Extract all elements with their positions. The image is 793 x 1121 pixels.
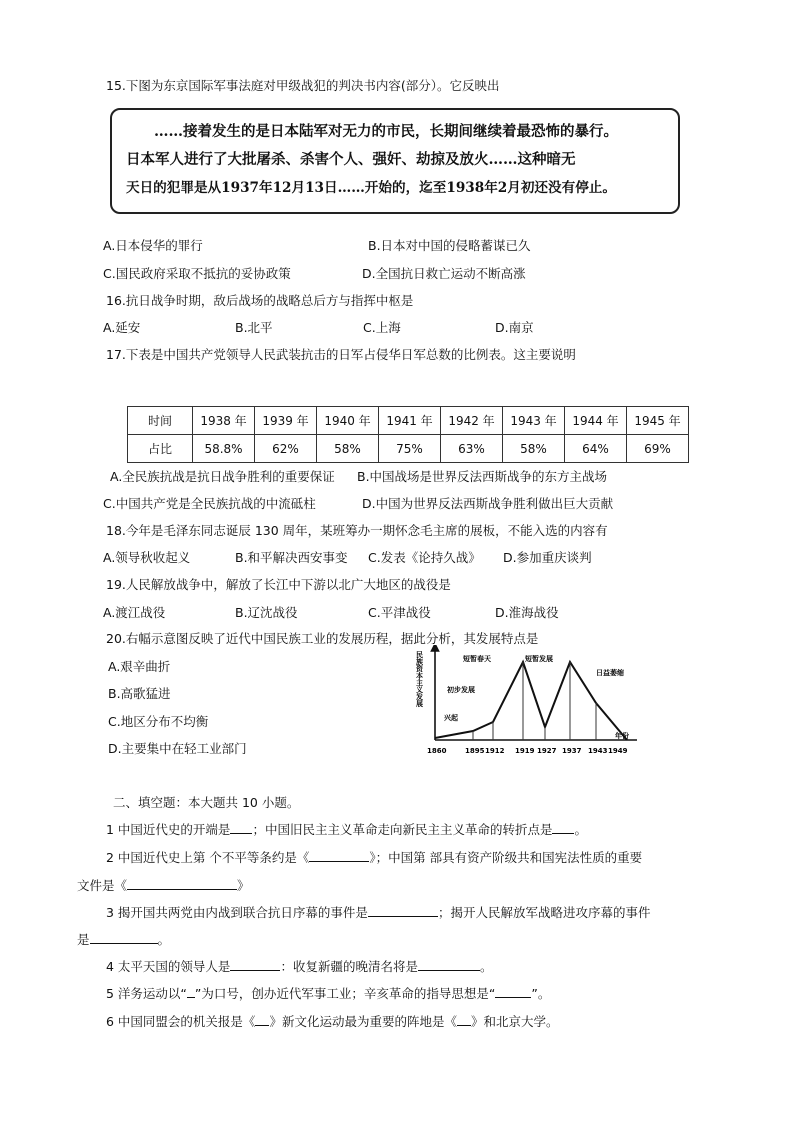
fill-q4 [106,957,492,975]
annotation-short-growth: 短暂发展 [525,654,553,663]
q16-option-d: D.南京 [495,320,534,335]
q17-option-d: D.中国为世界反法西斯战争胜利做出巨大贡献 [362,496,614,511]
table-cell: 58.8% [193,435,255,463]
answer-blank[interactable] [90,931,158,944]
answer-blank[interactable] [309,849,369,862]
x-tick-label: 1912 [485,747,505,755]
fill-q3-line1 [106,903,650,921]
fill-q2-part: 文件是《 [77,878,128,893]
fill-q6-part: 》新文化运动最为重要的阵地是《 [269,1014,457,1029]
x-axis-label: 年份 [615,731,629,740]
fill-q2-line1 [106,848,642,866]
fill-q5-part: ”。 [531,986,551,1001]
q15-option-d: D.全国抗日救亡运动不断高涨 [362,266,526,281]
x-tick-label: 1895 [465,747,485,755]
q20-option-b: B.高歌猛进 [108,686,171,701]
q19-option-d: D.淮海战役 [495,605,559,620]
q19-stem: 19.人民解放战争中，解放了长江中下游以北广大地区的战役是 [106,577,451,592]
q15-option-b: B.日本对中国的侵略蓄谋已久 [368,238,531,253]
x-tick-label: 1943 [588,747,608,755]
x-tick-label: 1919 [515,747,535,755]
table-cell: 69% [627,435,689,463]
q18-option-b: B.和平解决西安事变 [235,550,348,565]
fill-q3-part: 3 揭开国共两党由内战到联合抗日序幕的事件是 [106,905,368,920]
q17-stem: 17.下表是中国共产党领导人民武装抗击的日军占侵华日军总数的比例表。这主要说明 [106,347,576,362]
table-cell: 1938 年 [193,407,255,435]
answer-blank[interactable] [187,985,195,998]
answer-blank[interactable] [418,958,480,971]
fill-q4-part: 。 [479,959,493,974]
x-tick-label: 1927 [537,747,557,755]
table-cell: 63% [441,435,503,463]
fill-q2-part: 》；中国第 部具有资产阶级共和国宪法性质的重要 [369,850,643,865]
answer-blank[interactable] [127,877,237,890]
quote-line: 日本军人进行了大批屠杀、杀害个人、强奸、劫掠及放火……这种暗无 [126,151,576,168]
q19-option-a: A.渡江战役 [103,605,166,620]
q17-option-c: C.中国共产党是全民族抗战的中流砥柱 [103,496,316,511]
q15-option-c: C.国民政府采取不抵抗的妥协政策 [103,266,291,281]
q18-option-d: D.参加重庆谈判 [503,550,592,565]
table-cell: 1943 年 [503,407,565,435]
table-cell: 58% [503,435,565,463]
fill-q1-part: 。 [574,822,587,837]
q15-option-a: A.日本侵华的罪行 [103,238,203,253]
q18-stem: 18.今年是毛泽东同志诞辰 130 周年，某班筹办一期怀念毛主席的展板，不能入选的内容有 [106,523,608,538]
fill-q5 [106,984,550,1002]
answer-blank[interactable] [230,958,280,971]
q19-option-b: B.辽沈战役 [235,605,298,620]
q20-stem: 20.右幅示意图反映了近代中国民族工业的发展历程，据此分析，其发展特点是 [106,631,539,646]
national-industry-chart [415,645,640,760]
fill-q6-part: 》和北京大学。 [470,1014,559,1029]
table-cell: 1941 年 [379,407,441,435]
q18-option-a: A.领导秋收起义 [103,550,191,565]
fill-q1-part: 1 中国近代史的开端是 [106,822,231,837]
table-cell: 58% [317,435,379,463]
verdict-quote-box [110,108,680,214]
q20-option-c: C.地区分布不均衡 [108,714,209,729]
annotation-initial-growth: 初步发展 [447,685,475,694]
answer-blank[interactable] [255,1013,269,1026]
fill-q5-part: 5 洋务运动以“ [106,986,187,1001]
section2-heading: 二、填空题：本大题共 10 小题。 [113,795,300,810]
quote-line: ……接着发生的是日本陆军对无力的市民，长期间继续着最恐怖的暴行。 [154,123,618,140]
fill-q3-part: 。 [157,932,171,947]
answer-blank[interactable] [552,821,574,834]
table-cell: 1945 年 [627,407,689,435]
y-axis-label: 民族资本主义发展 [415,651,425,707]
fill-q1-part: ；中国旧民主主义革命走向新民主主义革命的转折点是 [252,822,553,837]
annotation-short-spring: 短暂春天 [463,654,491,663]
answer-blank[interactable] [495,985,531,998]
q17-option-a: A.全民族抗战是抗日战争胜利的重要保证 [110,469,335,484]
q20-option-a: A.艰辛曲折 [108,659,171,674]
quote-line: 天日的犯罪是从1937年12月13日……开始的，迄至1938年2月初还没有停止。 [126,180,616,196]
q18-option-c: C.发表《论持久战》 [368,550,481,565]
fill-q5-part: ”为口号，创办近代军事工业；辛亥革命的指导思想是“ [194,986,496,1001]
answer-blank[interactable] [368,904,438,917]
fill-q2-line2 [77,876,250,894]
annotation-rise: 兴起 [444,713,458,722]
q16-option-c: C.上海 [363,320,401,335]
fill-q3-line2 [77,930,170,948]
fill-q3-part: 是 [77,932,90,947]
ratio-table [127,406,689,463]
q16-option-a: A.延安 [103,320,141,335]
table-cell: 1940 年 [317,407,379,435]
fill-q6 [106,1012,558,1030]
x-tick-label: 1949 [608,747,628,755]
table-row [128,435,689,463]
fill-q2-part: 》 [237,878,250,893]
fill-q1 [106,820,587,838]
table-row [128,407,689,435]
answer-blank[interactable] [457,1013,471,1026]
fill-q4-part: ：收复新疆的晚清名将是 [280,959,418,974]
fill-q3-part: ；揭开人民解放军战略进攻序幕的事件 [437,905,651,920]
table-cell: 占比 [128,435,193,463]
x-tick-label: 1937 [562,747,582,755]
q17-option-b: B.中国战场是世界反法西斯战争的东方主战场 [357,469,608,484]
fill-q6-part: 6 中国同盟会的机关报是《 [106,1014,256,1029]
table-cell: 75% [379,435,441,463]
table-cell: 64% [565,435,627,463]
x-tick-label: 1860 [427,747,447,755]
table-cell: 62% [255,435,317,463]
answer-blank[interactable] [230,821,252,834]
q19-option-c: C.平津战役 [368,605,431,620]
q16-stem: 16.抗日战争时期，敌后战场的战略总后方与指挥中枢是 [106,293,414,308]
table-cell: 1939 年 [255,407,317,435]
fill-q2-part: 2 中国近代史上第 个不平等条约是《 [106,850,310,865]
table-cell: 1942 年 [441,407,503,435]
table-cell: 1944 年 [565,407,627,435]
table-cell: 时间 [128,407,193,435]
q20-option-d: D.主要集中在轻工业部门 [108,741,247,756]
annotation-decline: 日益萎缩 [596,668,624,677]
q15-stem: 15.下图为东京国际军事法庭对甲级战犯的判决书内容(部分）。它反映出 [106,78,500,93]
q16-option-b: B.北平 [235,320,273,335]
fill-q4-part: 4 太平天国的领导人是 [106,959,231,974]
